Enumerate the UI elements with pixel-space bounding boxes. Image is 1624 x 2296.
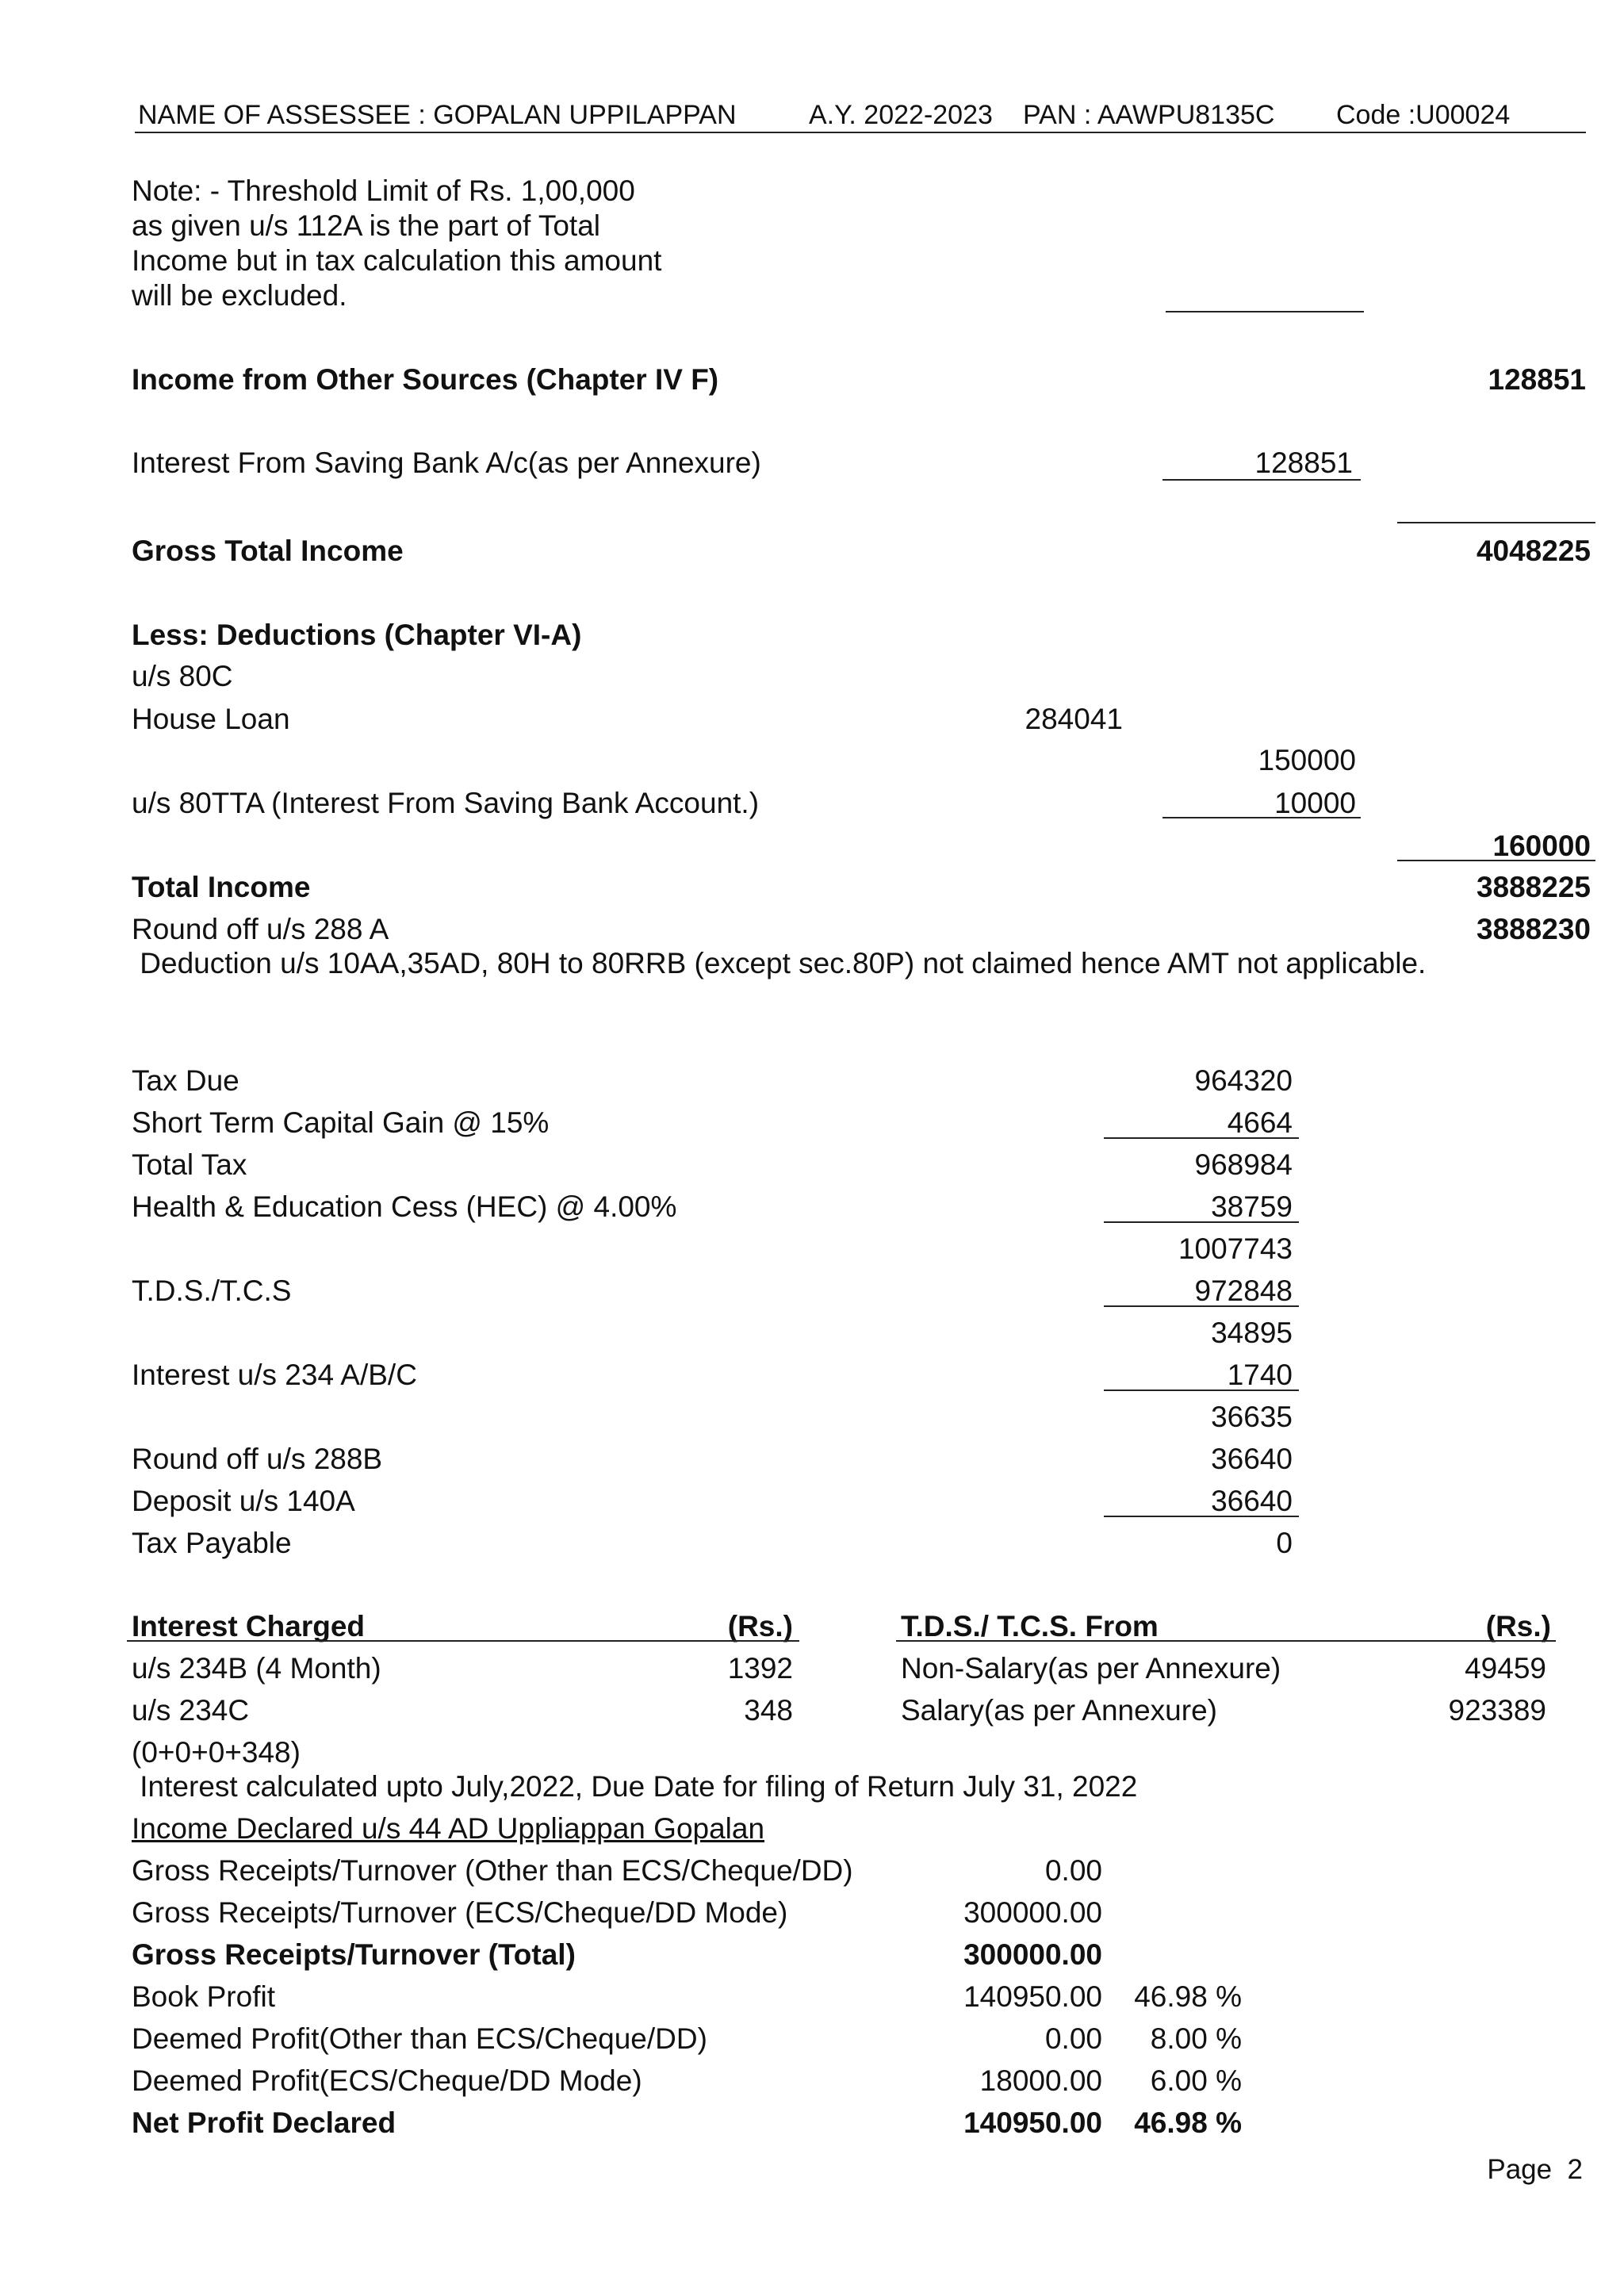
header-rule [135,132,1586,133]
44ad-row-label: Net Profit Declared [132,2106,396,2139]
tds-tcs-value: 972848 [1194,1274,1293,1307]
section-80tta-value: 10000 [1274,787,1356,819]
income-44ad-heading: Income Declared u/s 44 AD Uppliappan Gopalan [132,1812,765,1845]
interest-234-label: Interest u/s 234 A/B/C [132,1359,417,1391]
tds-tcs-rule [1104,1305,1299,1307]
stcg-label: Short Term Capital Gain @ 15% [132,1106,550,1139]
gross-total-rule [1397,522,1595,523]
other-sources-heading: Income from Other Sources (Chapter IV F) [132,363,719,396]
interest-note: Interest calculated upto July,2022, Due Date for filing of Return July 31, 2022 [132,1770,1138,1803]
total-tax-label: Total Tax [132,1148,247,1181]
44ad-row-label: Deemed Profit(ECS/Cheque/DD Mode) [132,2064,642,2097]
interest-234c-label: u/s 234C [132,1694,250,1727]
44ad-row-label: Book Profit [132,1980,275,2013]
deductions-total: 160000 [1492,830,1591,862]
44ad-row-label: Gross Receipts/Turnover (Other than ECS/Cheque/DD) [132,1854,853,1887]
tds-from-heading: T.D.S./ T.C.S. From [901,1610,1159,1642]
tds-salary-label: Salary(as per Annexure) [901,1694,1217,1727]
deposit-rule [1104,1516,1299,1517]
pan-number: PAN : AAWPU8135C [1023,100,1275,130]
tds-salary-value: 923389 [1448,1694,1546,1727]
deposit-140a-value: 36640 [1211,1485,1293,1517]
interest-charged-heading: Interest Charged [132,1610,366,1642]
subtotal-3-value: 36635 [1211,1401,1293,1433]
cess-rule [1104,1221,1299,1223]
round-288b-label: Round off u/s 288B [132,1443,383,1475]
assessment-year: A.Y. 2022-2023 [809,100,993,130]
total-income-value: 3888225 [1476,871,1591,903]
stcg-rule [1104,1137,1299,1139]
44ad-row-value: 140950.00 [963,2106,1102,2139]
note-rule [1166,311,1364,312]
subtotal-2-value: 34895 [1211,1317,1293,1349]
house-loan-label: House Loan [132,703,290,735]
round-288b-value: 36640 [1211,1443,1293,1475]
savings-interest-value: 128851 [1254,447,1353,479]
tds-from-rs-heading: (Rs.) [1485,1610,1551,1642]
note-line-4: will be excluded. [132,279,347,312]
savings-interest-label: Interest From Saving Bank A/c(as per Annexure) [132,447,761,479]
interest-234c-formula: (0+0+0+348) [132,1736,301,1769]
44ad-row-percent: 46.98 % [1134,1980,1242,2013]
44ad-row-percent: 6.00 % [1150,2064,1242,2097]
subtotal-1-value: 1007743 [1178,1232,1293,1265]
other-sources-total: 128851 [1488,363,1586,396]
tax-due-value: 964320 [1194,1064,1293,1097]
44ad-row-percent: 46.98 % [1134,2106,1242,2139]
44ad-row-value: 300000.00 [963,1938,1102,1971]
assessee-code: Code :U00024 [1336,100,1511,130]
page-number: Page 2 [1487,2154,1583,2185]
gross-total-value: 4048225 [1476,535,1591,567]
44ad-row-label: Gross Receipts/Turnover (Total) [132,1938,576,1971]
44ad-row-percent: 8.00 % [1150,2022,1242,2055]
interest-234b-value: 1392 [727,1652,793,1685]
note-line-3: Income but in tax calculation this amount [132,244,662,277]
amt-note: Deduction u/s 10AA,35AD, 80H to 80RRB (except sec.80P) not claimed hence AMT not applicable. [132,947,1427,979]
tax-due-label: Tax Due [132,1064,239,1097]
house-loan-value: 284041 [1025,703,1123,735]
savings-interest-rule [1162,479,1361,481]
deposit-140a-label: Deposit u/s 140A [132,1485,355,1517]
cess-label: Health & Education Cess (HEC) @ 4.00% [132,1190,677,1223]
deductions-total-rule [1397,860,1595,861]
interest-charged-rs-heading: (Rs.) [727,1610,793,1642]
stcg-value: 4664 [1227,1106,1293,1139]
round-off-label: Round off u/s 288 A [132,913,389,945]
tds-from-rule [896,1640,1556,1642]
tax-payable-label: Tax Payable [132,1527,292,1559]
tax-payable-value: 0 [1276,1527,1293,1559]
interest-charged-rule [127,1640,799,1642]
interest-234-value: 1740 [1227,1359,1293,1391]
cess-value: 38759 [1211,1190,1293,1223]
section-80c-label: u/s 80C [132,660,233,692]
allowed-80c-value: 150000 [1258,744,1356,776]
round-off-value: 3888230 [1476,913,1591,945]
section-80tta-label: u/s 80TTA (Interest From Saving Bank Account.) [132,787,760,819]
44ad-row-value: 0.00 [1044,1854,1102,1887]
interest-234-rule [1104,1389,1299,1391]
interest-234b-label: u/s 234B (4 Month) [132,1652,381,1685]
44ad-row-label: Deemed Profit(Other than ECS/Cheque/DD) [132,2022,707,2055]
note-line-2: as given u/s 112A is the part of Total [132,209,601,242]
tds-non-salary-label: Non-Salary(as per Annexure) [901,1652,1281,1685]
44ad-row-value: 0.00 [1044,2022,1102,2055]
44ad-row-label: Gross Receipts/Turnover (ECS/Cheque/DD Mode) [132,1896,788,1929]
deductions-rule [1162,817,1361,818]
44ad-row-value: 300000.00 [963,1896,1102,1929]
tds-non-salary-value: 49459 [1465,1652,1546,1685]
total-tax-value: 968984 [1194,1148,1293,1181]
44ad-row-value: 140950.00 [963,1980,1102,2013]
tds-tcs-label: T.D.S./T.C.S [132,1274,292,1307]
deductions-heading: Less: Deductions (Chapter VI-A) [132,619,582,651]
44ad-row-value: 18000.00 [979,2064,1102,2097]
total-income-label: Total Income [132,871,311,903]
interest-234c-value: 348 [744,1694,793,1727]
note-line-1: Note: - Threshold Limit of Rs. 1,00,000 [132,174,635,207]
gross-total-label: Gross Total Income [132,535,404,567]
assessee-name: NAME OF ASSESSEE : GOPALAN UPPILAPPAN [138,100,737,130]
